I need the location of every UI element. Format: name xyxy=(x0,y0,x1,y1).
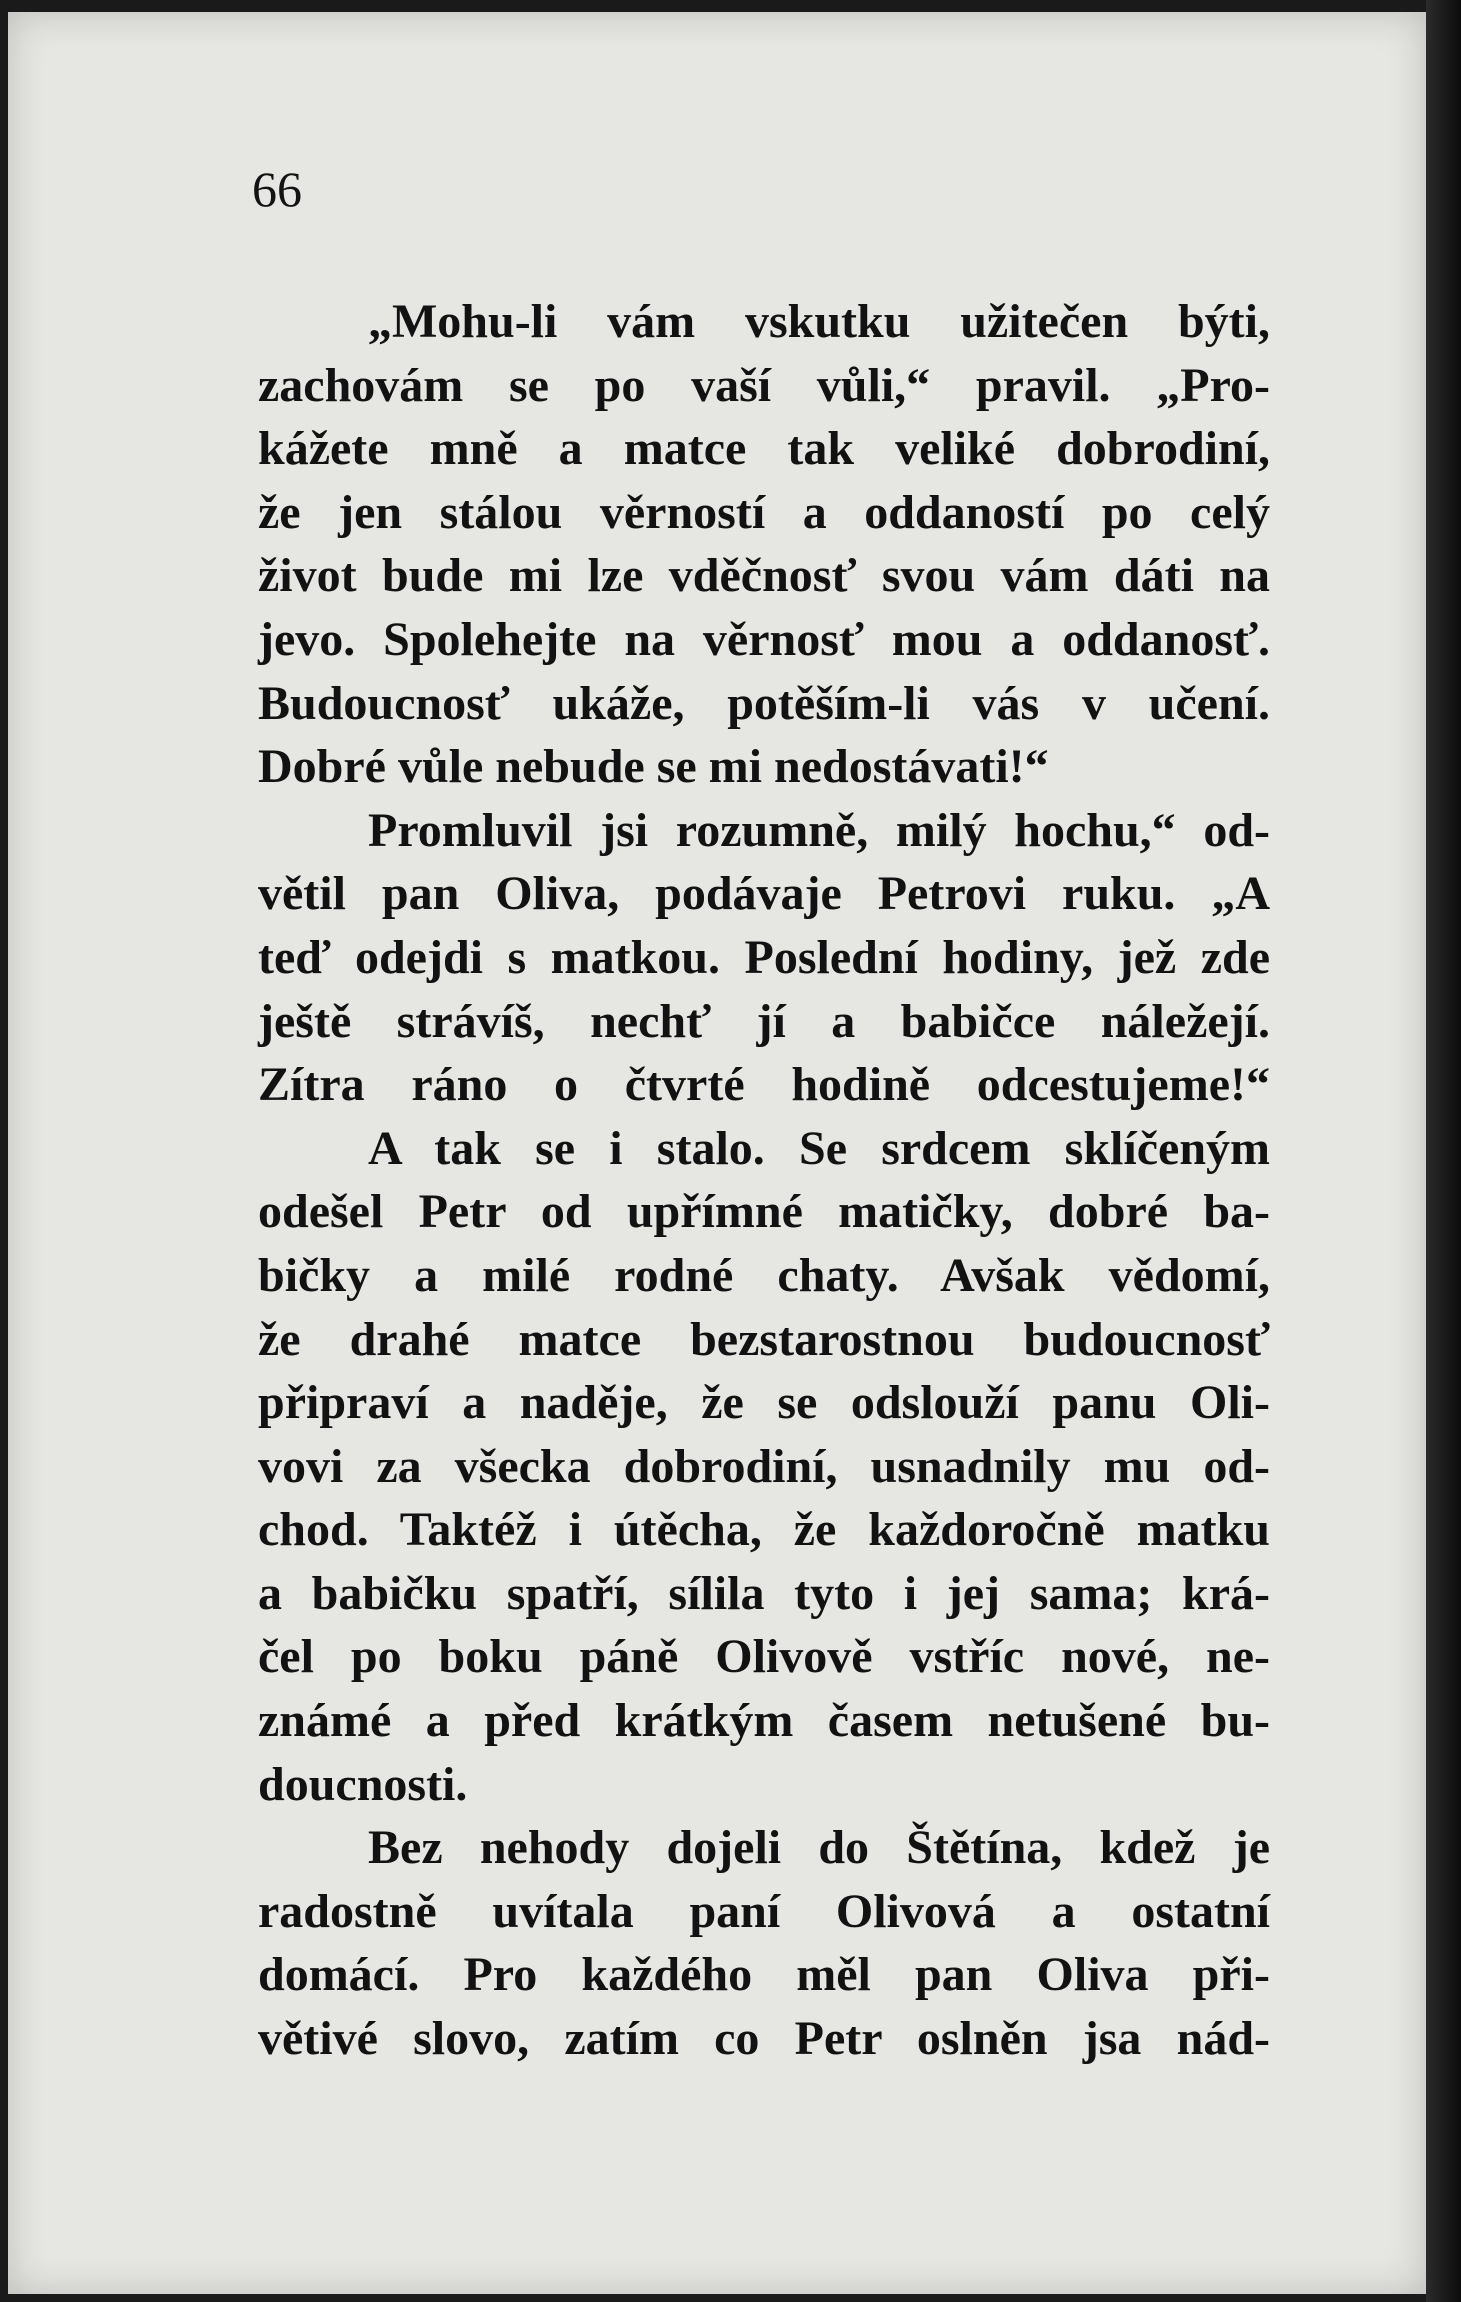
text-line: ještě strávíš, nechť jí a babičce náležejí. xyxy=(258,994,1270,1048)
text-line: doucnosti. xyxy=(258,1757,468,1811)
text-line: připraví a naděje, že se odslouží panu Oli- xyxy=(258,1376,1270,1430)
text-line: známé a před krátkým časem netušené bu- xyxy=(258,1694,1270,1748)
text-line: větivé slovo, zatím co Petr oslněn jsa nád- xyxy=(258,2012,1270,2066)
text-line: a babičku spatří, sílila tyto i jej sama; krá- xyxy=(258,1566,1270,1620)
text-line: Dobré vůle nebude se mi nedostávati!“ xyxy=(258,740,1049,794)
book-spine-edge xyxy=(1426,0,1461,2302)
text-line: Budoucnosť ukáže, potěším-li vás v učení. xyxy=(258,676,1270,730)
text-line: „Mohu-li vám vskutku užitečen býti, xyxy=(368,295,1270,348)
text-line: vovi za všecka dobrodiní, usnadnily mu od- xyxy=(258,1439,1270,1493)
text-line: kážete mně a matce tak veliké dobrodiní, xyxy=(258,422,1270,476)
text-line: jevo. Spolehejte na věrnosť mou a oddanosť. xyxy=(258,612,1270,666)
text-line: život bude mi lze vděčnosť svou vám dáti na xyxy=(258,549,1270,603)
text-line: Promluvil jsi rozumně, milý hochu,“ od- xyxy=(368,803,1270,857)
text-line: že drahé matce bezstarostnou budoucnosť xyxy=(258,1312,1270,1366)
text-line: teď odejdi s matkou. Poslední hodiny, jež zde xyxy=(258,930,1270,984)
text-line: větil pan Oliva, podávaje Petrovi ruku. „A xyxy=(258,867,1270,921)
text-line: chod. Taktéž i útěcha, že každoročně matku xyxy=(258,1503,1270,1557)
text-line: domácí. Pro každého měl pan Oliva při- xyxy=(258,1948,1270,2002)
page-number: 66 xyxy=(252,161,302,217)
text-line: radostně uvítala paní Olivová a ostatní xyxy=(258,1884,1270,1938)
text-line: bičky a milé rodné chaty. Avšak vědomí, xyxy=(258,1248,1270,1302)
text-line: A tak se i stalo. Se srdcem sklíčeným xyxy=(368,1121,1270,1175)
text-line: čel po boku páně Olivově vstříc nové, ne- xyxy=(258,1630,1270,1684)
text-line: Bez nehody dojeli do Štětína, kdež je xyxy=(368,1821,1270,1875)
text-line: zachovám se po vaší vůli,“ pravil. „Pro- xyxy=(258,358,1270,412)
body-text xyxy=(258,290,1270,2071)
text-line: odešel Petr od upřímné matičky, dobré ba- xyxy=(258,1185,1270,1239)
text-line: Zítra ráno o čtvrté hodině odcestujeme!“ xyxy=(258,1058,1270,1112)
text-line: že jen stálou věrností a oddaností po celý xyxy=(258,485,1270,539)
